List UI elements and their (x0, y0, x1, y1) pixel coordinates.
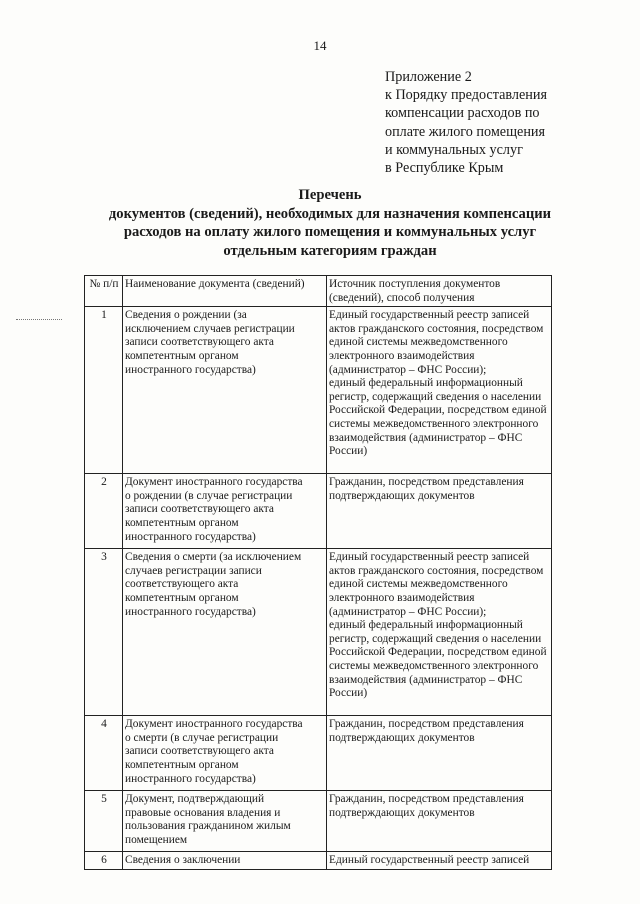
row-source: Гражданин, посредством представления подтверждающих документов (327, 716, 552, 791)
row-document-name: Документ, подтверждающий правовые основания владения и пользования гражданином жилым помещением (123, 791, 327, 852)
row-document-name: Сведения о рождении (за исключением случаев регистрации записи соответствующего акта компетентным органом иностранного государства) (123, 307, 327, 474)
appendix-line: Приложение 2 (385, 69, 472, 85)
appendix-line: к Порядку предоставления (385, 87, 547, 104)
row-num: 6 (85, 852, 123, 870)
table-row (85, 307, 552, 474)
header-num: № п/п (85, 276, 123, 307)
row-source: Гражданин, посредством представления подтверждающих документов (327, 791, 552, 852)
title-line: документов (сведений), необходимых для назначения компенсации (108, 205, 552, 222)
row-document-name: Документ иностранного государства о смерти (в случае регистрации записи соответствующего акта компетентным органом иностранного государства) (123, 716, 327, 791)
row-document-name: Документ иностранного государства о рождении (в случае регистрации записи соответствующего акта компетентным органом иностранного государства) (123, 474, 327, 549)
title-line: отдельным категориям граждан (223, 242, 437, 259)
row-num: 3 (85, 549, 123, 716)
page-number: 14 (313, 38, 327, 53)
appendix-line: в Республике Крым (385, 160, 504, 177)
documents-table (84, 275, 552, 870)
table-row (85, 791, 552, 852)
table-header-row (85, 276, 552, 307)
row-source: Единый государственный реестр записей (327, 852, 552, 870)
title-line: расходов на оплату жилого помещения и коммунальных услуг (123, 224, 537, 240)
row-source: Единый государственный реестр записей актов гражданского состояния, посредством единой системы межведомственного электронного взаимодействия (администратор – ФНС России); единый федеральный информационный регистр, содержащий сведения о населении Российской Федерации, посредством единой системы межведомственного электронного взаимодействия (администратор – ФНС России) (327, 307, 552, 474)
title-line: Перечень (298, 187, 362, 203)
row-source: Единый государственный реестр записей актов гражданского состояния, посредством единой системы межведомственного электронного взаимодействия (администратор – ФНС России); единый федеральный информационный регистр, содержащий сведения о населении Российской Федерации, посредством единой системы межведомственного электронного взаимодействия (администратор – ФНС России) (327, 549, 552, 716)
appendix-header (385, 68, 625, 177)
row-num: 2 (85, 474, 123, 549)
row-num: 4 (85, 716, 123, 791)
row-document-name: Сведения о заключении (123, 852, 327, 870)
row-document-name: Сведения о смерти (за исключением случаев регистрации записи соответствующего акта компетентным органом иностранного государства) (123, 549, 327, 716)
appendix-line: и коммунальных услуг (385, 141, 523, 158)
row-num: 1 (85, 307, 123, 474)
appendix-line: компенсации расходов по (385, 105, 540, 122)
row-num: 5 (85, 791, 123, 852)
scan-margin-mark (16, 319, 62, 320)
appendix-line: оплате жилого помещения (385, 123, 546, 140)
document-title (70, 186, 590, 260)
header-source: Источник поступления документов (сведений), способ получения (327, 276, 552, 307)
header-name: Наименование документа (сведений) (123, 276, 327, 307)
table-row (85, 474, 552, 549)
table-row (85, 852, 552, 870)
row-source: Гражданин, посредством представления подтверждающих документов (327, 474, 552, 549)
table-row (85, 716, 552, 791)
table-row (85, 549, 552, 716)
